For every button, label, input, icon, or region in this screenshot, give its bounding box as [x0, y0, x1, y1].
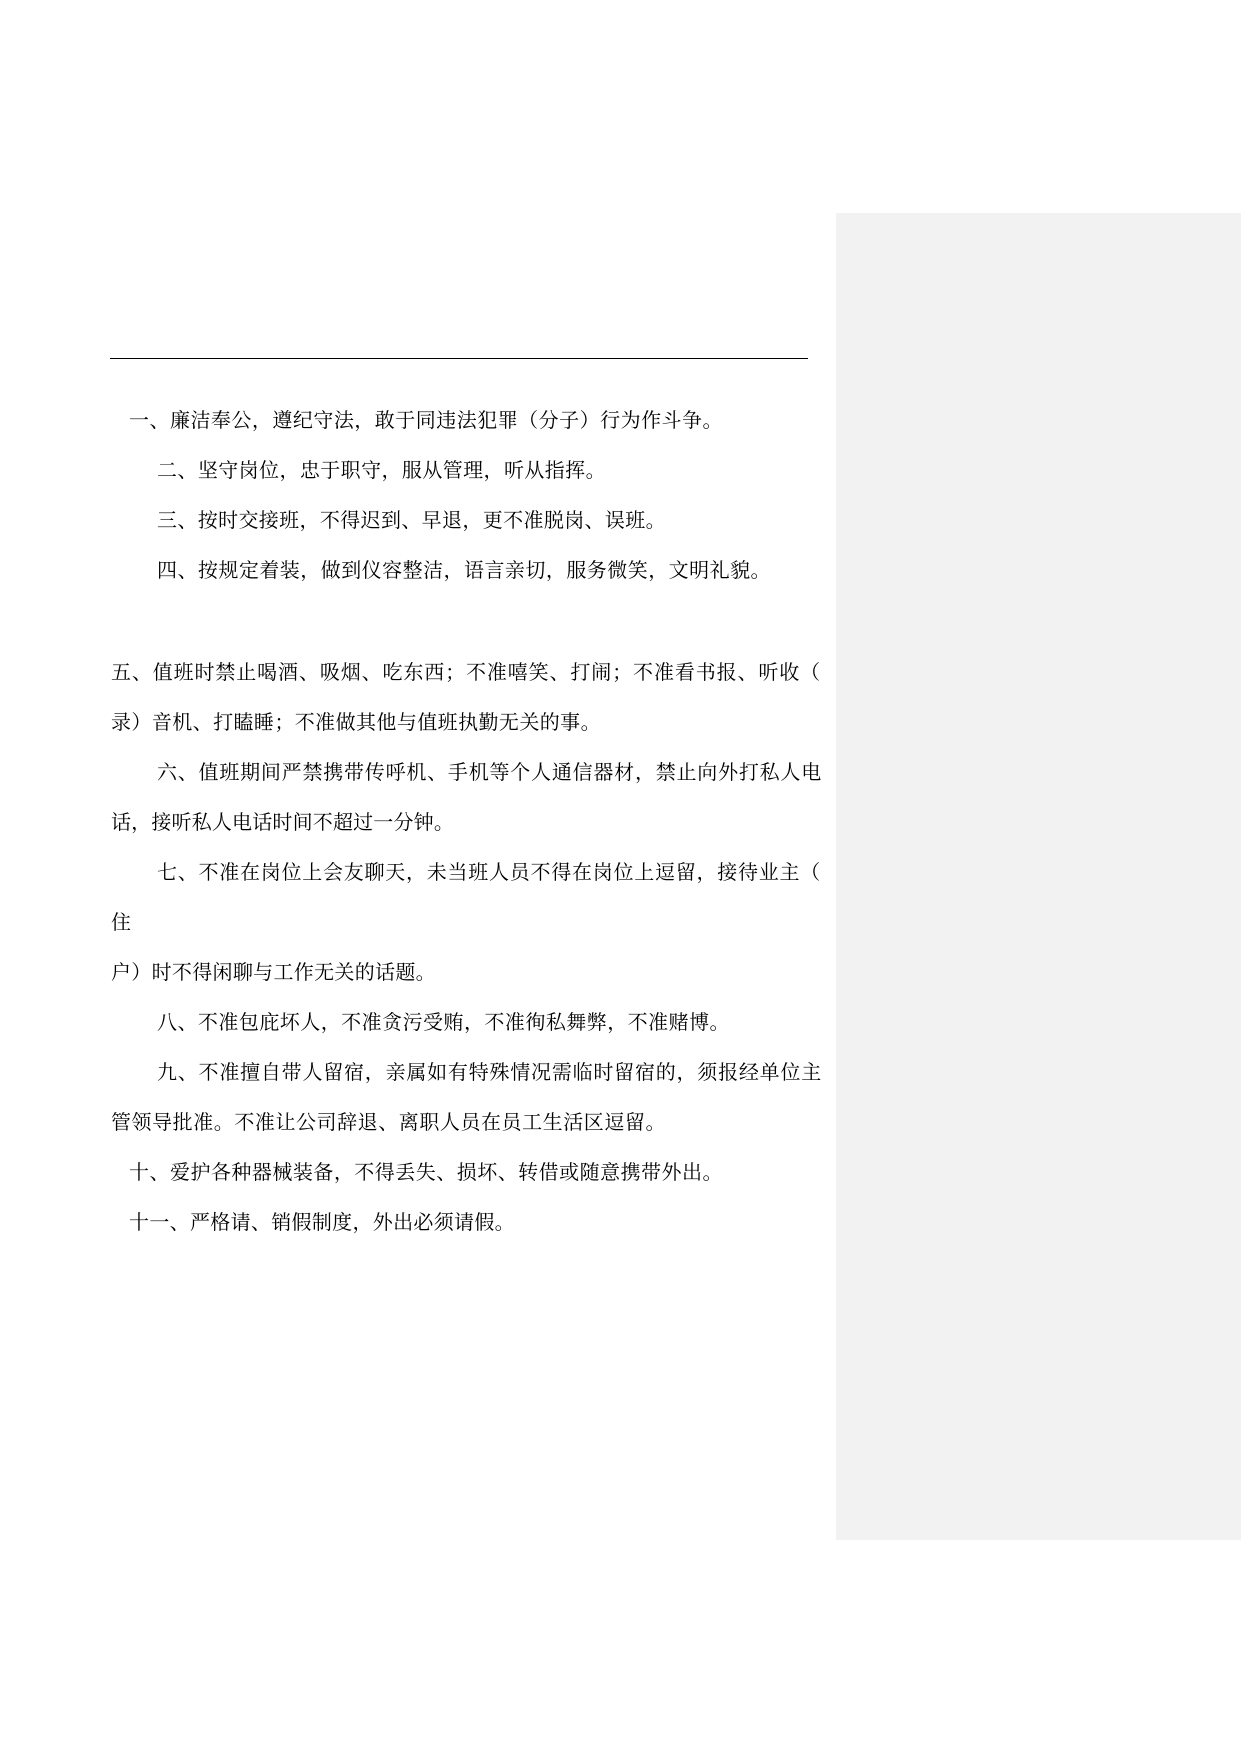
- rule-line-15: 十、爱护各种器械装备，不得丢失、损坏、转借或随意携带外出。: [129, 1160, 723, 1184]
- rule-line-14: 管领导批准。不准让公司辞退、离职人员在员工生活区逗留。: [111, 1110, 666, 1134]
- rule-line-6: 录）音机、打瞌睡；不准做其他与值班执勤无关的事。: [111, 710, 601, 734]
- rule-line-8: 话，接听私人电话时间不超过一分钟。: [111, 810, 454, 834]
- rule-line-4: 四、按规定着装，做到仪容整洁，语言亲切，服务微笑，文明礼貌。: [157, 558, 771, 582]
- rule-line-1: 一、廉洁奉公，遵纪守法，敢于同违法犯罪（分子）行为作斗争。: [129, 408, 723, 432]
- rule-line-7: 六、值班期间严禁携带传呼机、手机等个人通信器材，禁止向外打私人电: [157, 760, 822, 784]
- rule-line-10: 住: [111, 910, 131, 934]
- header-rule: [110, 358, 808, 359]
- rule-line-9: 七、不准在岗位上会友聊天，未当班人员不得在岗位上逗留，接待业主（: [157, 860, 821, 884]
- rule-line-11: 户）时不得闲聊与工作无关的话题。: [111, 960, 436, 984]
- rule-line-12: 八、不准包庇坏人，不准贪污受贿，不准徇私舞弊，不准赌博。: [157, 1010, 730, 1034]
- rule-line-2: 二、坚守岗位，忠于职守，服从管理，听从指挥。: [157, 458, 606, 482]
- rule-line-16: 十一、严格请、销假制度，外出必须请假。: [129, 1210, 515, 1234]
- comment-margin-pane: [836, 213, 1241, 1540]
- rule-line-5: 五、值班时禁止喝酒、吸烟、吃东西；不准嘻笑、打闹；不准看书报、听收（: [111, 660, 821, 684]
- rule-line-13: 九、不准擅自带人留宿，亲属如有特殊情况需临时留宿的，须报经单位主: [157, 1060, 822, 1084]
- rule-line-3: 三、按时交接班，不得迟到、早退，更不准脱岗、误班。: [157, 508, 666, 532]
